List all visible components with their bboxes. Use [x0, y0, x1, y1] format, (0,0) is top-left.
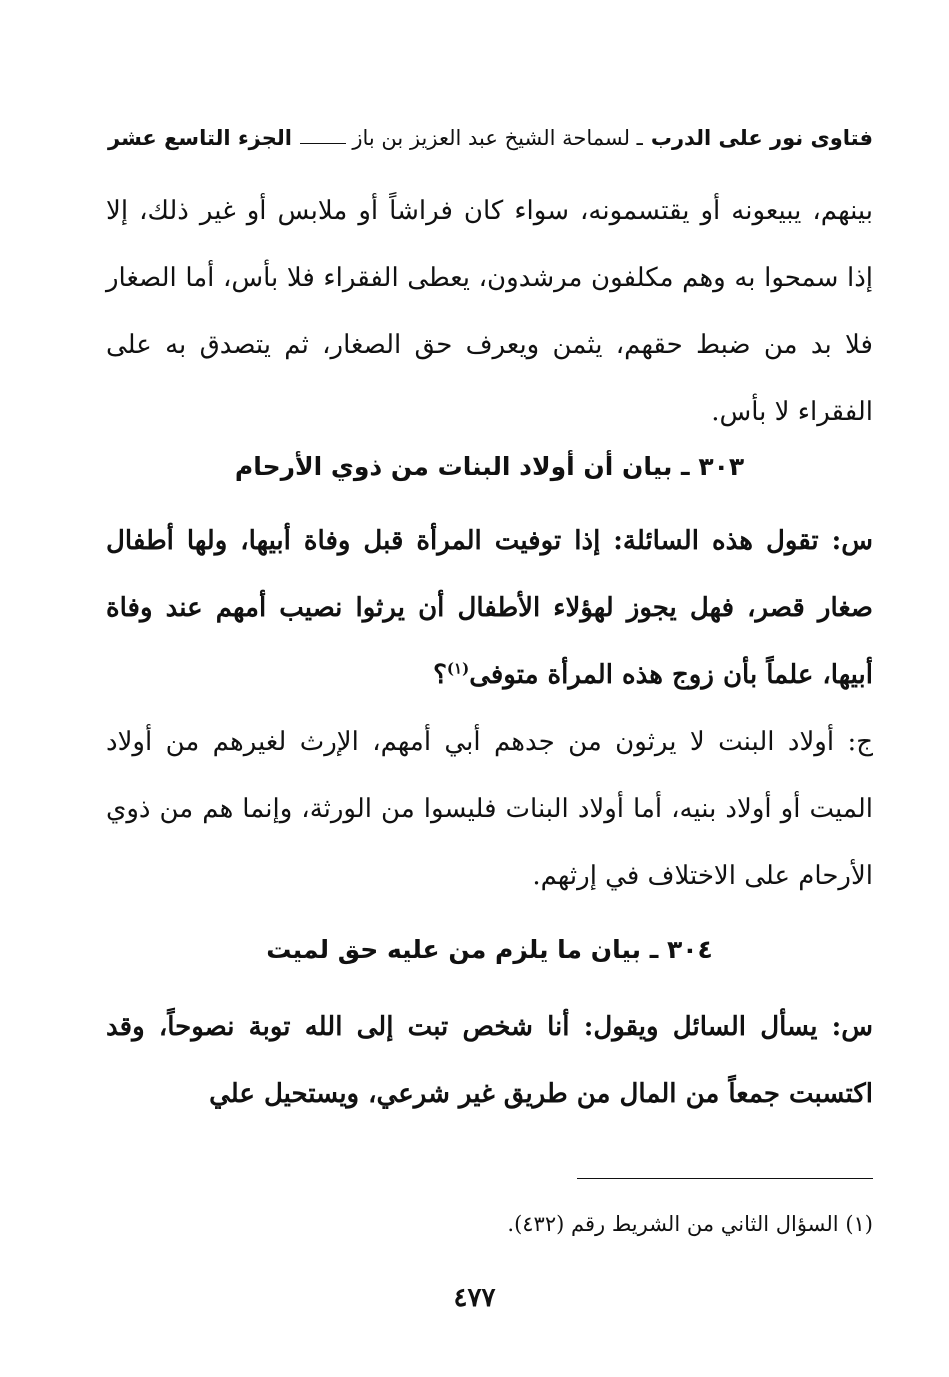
header-author: ـ لسماحة الشيخ عبد العزيز بن باز [352, 126, 643, 150]
question-303 [106, 508, 873, 709]
question-304: س: يسأل السائل ويقول: أنا شخص تبت إلى الله توبة نصوحاً، وقد اكتسبت جمعاً من المال من طريق غير شرعي، ويستحيل علي [106, 1012, 873, 1109]
running-header [108, 118, 873, 158]
answer-303: ج: أولاد البنت لا يرثون من جدهم أبي أمهم، الإرث لغيرهم من أولاد الميت أو أولاد بنيه، أما أولاد البنات فليسوا من الورثة، وإنما هم من ذوي الأرحام على الاختلاف في إرثهم. [106, 727, 873, 891]
header-author-group [300, 126, 643, 150]
section-heading-303: ٣٠٣ ـ بيان أن أولاد البنات من ذوي الأرحام [234, 452, 745, 481]
header-part: الجزء التاسع عشر [108, 126, 292, 150]
footnote-divider [577, 1178, 873, 1179]
question-303-text: س: تقول هذه السائلة: إذا توفيت المرأة قبل وفاة أبيها، ولها أطفال صغار قصر، فهل يجوز لهؤلاء الأطفال أن يرثوا نصيب أمهم عند وفاة أبيها، علماً بأن زوج هذه المرأة متوفى [106, 526, 873, 690]
header-book-title: فتاوى نور على الدرب [650, 126, 873, 150]
header-rule [300, 143, 346, 144]
question-303-end: ؟ [433, 660, 447, 690]
page-number: ٤٧٧ [453, 1283, 496, 1313]
paragraph-continuation: بينهم، يبيعونه أو يقتسمونه، سواء كان فراشاً أو ملابس أو غير ذلك، إلا إذا سمحوا به وهم مكلفون مرشدون، يعطى الفقراء فلا بأس، أما الصغار فلا بد من ضبط حقهم، يثمن ويعرف حق الصغار، ثم يتصدق به على الفقراء لا بأس. [106, 196, 873, 427]
section-heading-304: ٣٠٤ ـ بيان ما يلزم من عليه حق لميت [266, 935, 713, 964]
footnote-ref-1: (١) [446, 659, 470, 678]
footnote-1: (١) السؤال الثاني من الشريط رقم (٤٣٢). [507, 1212, 873, 1236]
